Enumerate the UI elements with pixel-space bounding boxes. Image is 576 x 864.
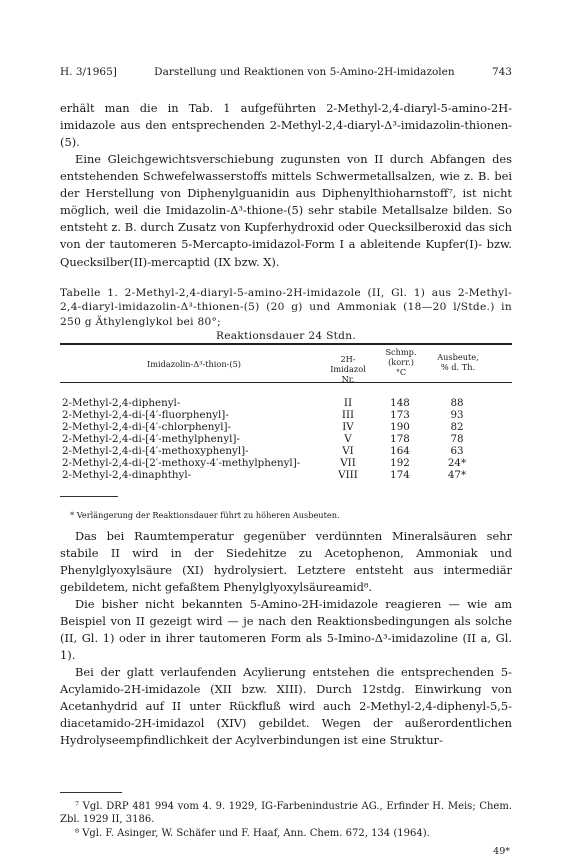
cell-name: 2-Methyl-2,4-di-[4′-fluorphenyl]- [62, 409, 229, 421]
paragraph-2: Eine Gleichgewichtsverschiebung zugunsten von II durch Abfangen des entstehenden Schwefelwasserstoffs mittels Schwermetallsalzen, wie z. B. bei der Herstellung von Diphenylguanidin aus Diphenylthioharnstoff⁷, ist nicht möglich, weil die Imidazolin-Δ³-thione-(5) sehr stabile Metallsalze bilden. So entsteht z. B. durch Zusatz von Kupferhydroxid oder Quecksilberoxid das sich von der tautomeren 5-Mercapto-imidazol-Form I a ableitende Kupfer(I)- bzw. Quecksilber(II)-mercaptid (IX bzw. X). [60, 152, 512, 269]
header-smp-line2: (korr.) [388, 357, 414, 367]
cell-smp: 190 [390, 421, 410, 433]
table-row [60, 445, 512, 457]
header-smp [378, 347, 424, 377]
table-top-rule [60, 343, 512, 345]
table-row [60, 457, 512, 469]
cell-nr: VIII [338, 469, 358, 481]
header-yield-line2: % d. Th. [440, 362, 476, 372]
cell-smp: 174 [390, 469, 410, 481]
cell-smp: 178 [390, 433, 410, 445]
paragraph-1: erhält man die in Tab. 1 aufgeführten 2-Methyl-2,4-diaryl-5-amino-2H-imidazole aus den entsprechenden 2-Methyl-2,4-diaryl-Δ³-imidazolin-thionen-(5). [60, 101, 512, 150]
running-head-title: Darstellung und Reaktionen von 5-Amino-2H-imidazolen [154, 66, 455, 78]
header-smp-line3: °C [395, 367, 407, 377]
footnote-8: ⁸ Vgl. F. Asinger, W. Schäfer und F. Haaf, Ann. Chem. 672, 134 (1964). [75, 828, 430, 839]
table-row [60, 469, 512, 481]
table-caption [60, 286, 512, 344]
cell-nr: V [344, 433, 352, 445]
cell-yield: 47* [447, 469, 467, 481]
table-row [60, 409, 512, 421]
cell-yield: 88 [450, 397, 464, 409]
table-row [60, 397, 512, 409]
paragraph-4: Die bisher nicht bekannten 5-Amino-2H-imidazole reagieren — wie am Beispiel von II gezeigt wird — je nach den Reaktionsbedingungen als solche (II, Gl. 1) oder in ihrer tautomeren Form als 5-Imino-Δ³-imidazoline (II a, Gl. 1). [60, 597, 512, 663]
table-header-rule [60, 382, 512, 383]
table-row [60, 433, 512, 445]
cell-yield: 82 [450, 421, 464, 433]
cell-name: 2-Methyl-2,4-di-[2′-methoxy-4′-methylphenyl]- [62, 457, 301, 469]
cell-name: 2-Methyl-2,4-di-[4′-methylphenyl]- [62, 433, 240, 445]
header-nr: 2H-Imidazol Nr. [330, 354, 366, 384]
table-caption-text: Tabelle 1. 2-Methyl-2,4-diaryl-5-amino-2H-imidazole (II, Gl. 1) aus 2-Methyl-2,4-diaryl-imidazolin-Δ³-thionen-(5) (20 g) und Ammoniak (18—20 l/Stde.) in 250 g Äthylenglykol bei 80°; [60, 287, 512, 328]
cell-nr: II [343, 397, 353, 409]
cell-nr: VII [340, 457, 356, 469]
cell-yield: 93 [450, 409, 464, 421]
cell-yield: 78 [450, 433, 464, 445]
page-number: 743 [491, 66, 512, 78]
cell-smp: 173 [390, 409, 410, 421]
paragraph-3: Das bei Raumtemperatur gegenüber verdünnten Mineralsäuren sehr stabile II wird in der Siedehitze zu Acetophenon, Ammoniak und Phenylglyoxylsäure (XI) hydrolysiert. Letztere entsteht aus intermediär gebildetem, nicht gefaßtem Phenylglyoxylsäureamid⁸. [60, 529, 512, 595]
cell-smp: 148 [390, 397, 410, 409]
cell-nr: VI [342, 445, 354, 457]
cell-nr: III [341, 409, 355, 421]
header-yield-line1: Ausbeute, [437, 352, 479, 362]
cell-smp: 192 [390, 457, 410, 469]
running-head [60, 66, 512, 78]
table-footnote-rule [60, 496, 118, 497]
table-footnote: * Verlängerung der Reaktionsdauer führt zu höheren Ausbeuten. [70, 510, 340, 520]
table-caption-duration: Reaktionsdauer 24 Stdn. [215, 330, 357, 343]
running-head-issue: H. 3/1965] [60, 66, 117, 78]
printer-signature: 49* [493, 846, 510, 857]
cell-name: 2-Methyl-2,4-dinaphthyl- [62, 469, 192, 481]
footnote-rule [60, 792, 122, 793]
cell-smp: 164 [390, 445, 410, 457]
cell-yield: 24* [447, 457, 467, 469]
cell-name: 2-Methyl-2,4-diphenyl- [62, 397, 181, 409]
footnote-7: ⁷ Vgl. DRP 481 994 vom 4. 9. 1929, IG-Farbenindustrie AG., Erfinder H. Meis; Chem. Zbl. 1929 II, 3186. [60, 801, 512, 825]
cell-nr: IV [342, 421, 354, 433]
header-name: Imidazolin-Δ³-thion-(5) [147, 359, 241, 369]
cell-name: 2-Methyl-2,4-di-[4′-chlorphenyl]- [62, 421, 231, 433]
header-yield [430, 352, 486, 372]
cell-name: 2-Methyl-2,4-di-[4′-methoxyphenyl]- [62, 445, 249, 457]
header-smp-line1: Schmp. [385, 347, 417, 357]
cell-yield: 63 [450, 445, 464, 457]
table-row [60, 421, 512, 433]
paragraph-5: Bei der glatt verlaufenden Acylierung entstehen die entsprechenden 5-Acylamido-2H-imidazole (XII bzw. XIII). Durch 12stdg. Einwirkung von Acetanhydrid auf II unter Rückfluß wird auch 2-Methyl-2,4-diphenyl-5,5-diacetamido-2H-imidazol (XIV) gebildet. Wegen der außerordentlichen Hydrolyseempfindlichkeit der Acylverbindungen ist eine Struktur- [60, 665, 512, 748]
